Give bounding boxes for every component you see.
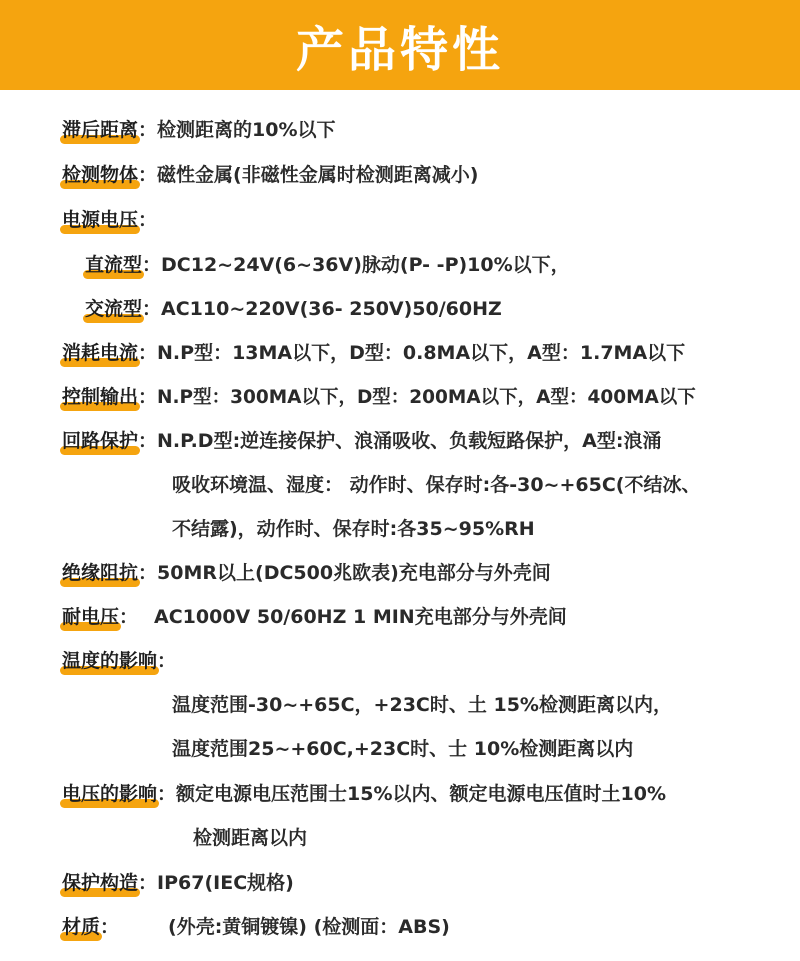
spec-value: IP67(IEC规格) (157, 872, 294, 894)
spec-row-material: 材质： (外壳:黄铜镀镍) (检测面：ABS) (62, 912, 450, 942)
spec-label: 电压的影响 (62, 779, 157, 809)
spec-label: 控制输出 (62, 382, 138, 412)
spec-value: (外壳:黄铜镀镍) (检测面：ABS) (168, 916, 450, 938)
spec-row-output: 控制输出：N.P型：300MA以下，D型：200MA以下，A型：400MA以下 (62, 382, 696, 412)
spec-value: N.P.D型:逆连接保护、浪涌吸收、负载短路保护，A型:浪涌 (157, 430, 662, 452)
spec-value: N.P型：300MA以下，D型：200MA以下，A型：400MA以下 (157, 387, 696, 408)
spec-label: 检测物体 (62, 160, 138, 190)
spec-row-target: 检测物体：磁性金属(非磁性金属时检测距离减小) (62, 160, 478, 190)
spec-row-hysteresis: 滞后距离：检测距离的10%以下 (62, 115, 336, 145)
spec-row-consumption: 消耗电流：N.P型：13MA以下，D型：0.8MA以下，A型：1.7MA以下 (62, 338, 685, 368)
spec-label: 直流型 (85, 250, 142, 280)
spec-label: 保护构造 (62, 868, 138, 898)
spec-value-continuation: 温度范围25~+60C,+23C时、士 10%检测距离以内 (172, 738, 634, 760)
spec-label: 滞后距离 (62, 115, 138, 145)
spec-row-structure: 保护构造：IP67(IEC规格) (62, 868, 294, 898)
spec-value: 检测距离的10%以下 (157, 119, 336, 141)
spec-label: 交流型 (85, 294, 142, 324)
spec-value: N.P型：13MA以下，D型：0.8MA以下，A型：1.7MA以下 (157, 342, 686, 364)
spec-value: 磁性金属(非磁性金属时检测距离减小) (157, 164, 479, 186)
spec-label: 耐电压 (62, 602, 119, 632)
header-banner (0, 0, 800, 90)
spec-value: AC110~220V(36- 250V)50/60HZ (161, 298, 502, 320)
banner-title: 产品特性 (295, 21, 504, 78)
spec-label: 材质 (62, 912, 100, 942)
spec-row-ac: 交流型：AC110~220V(36- 250V)50/60HZ (85, 294, 502, 324)
spec-value-continuation: 吸收环境温、湿度： 动作时、保存时:各-30~+65C(不结冰、 (172, 474, 701, 496)
spec-row-voltage: 电源电压： (62, 205, 157, 235)
spec-value-continuation: 检测距离以内 (193, 827, 308, 849)
spec-value: 50MR以上(DC500兆欧表)充电部分与外壳间 (157, 562, 551, 584)
spec-row-withstand: 耐电压： AC1000V 50/60HZ 1 MIN充电部分与外壳间 (62, 602, 567, 632)
spec-row-insulation: 绝缘阻抗：50MR以上(DC500兆欧表)充电部分与外壳间 (62, 558, 551, 588)
spec-value: DC12~24V(6~36V)脉动(P- -P)10%以下， (161, 254, 570, 276)
spec-value-continuation: 温度范围-30~+65C，+23C时、土 15%检测距离以内， (172, 694, 672, 716)
spec-label: 消耗电流 (62, 338, 138, 368)
spec-value: 额定电源电压范围士15%以内、额定电源电压值时土10% (176, 783, 666, 805)
spec-label: 温度的影响 (62, 646, 157, 676)
spec-value-continuation: 不结露)，动作时、保存时:各35~95%RH (172, 518, 535, 540)
spec-row-protection: 回路保护：N.P.D型:逆连接保护、浪涌吸收、负载短路保护，A型:浪涌 (62, 426, 661, 456)
spec-row-voltage-effect: 电压的影响：额定电源电压范围士15%以内、额定电源电压值时土10% (62, 779, 666, 809)
spec-label: 回路保护 (62, 426, 138, 456)
spec-row-dc: 直流型：DC12~24V(6~36V)脉动(P- -P)10%以下， (85, 250, 570, 280)
spec-row-temperature: 温度的影响： (62, 646, 176, 676)
spec-value: AC1000V 50/60HZ 1 MIN充电部分与外壳间 (154, 606, 567, 628)
spec-label: 绝缘阻抗 (62, 558, 138, 588)
spec-label: 电源电压 (62, 205, 138, 235)
